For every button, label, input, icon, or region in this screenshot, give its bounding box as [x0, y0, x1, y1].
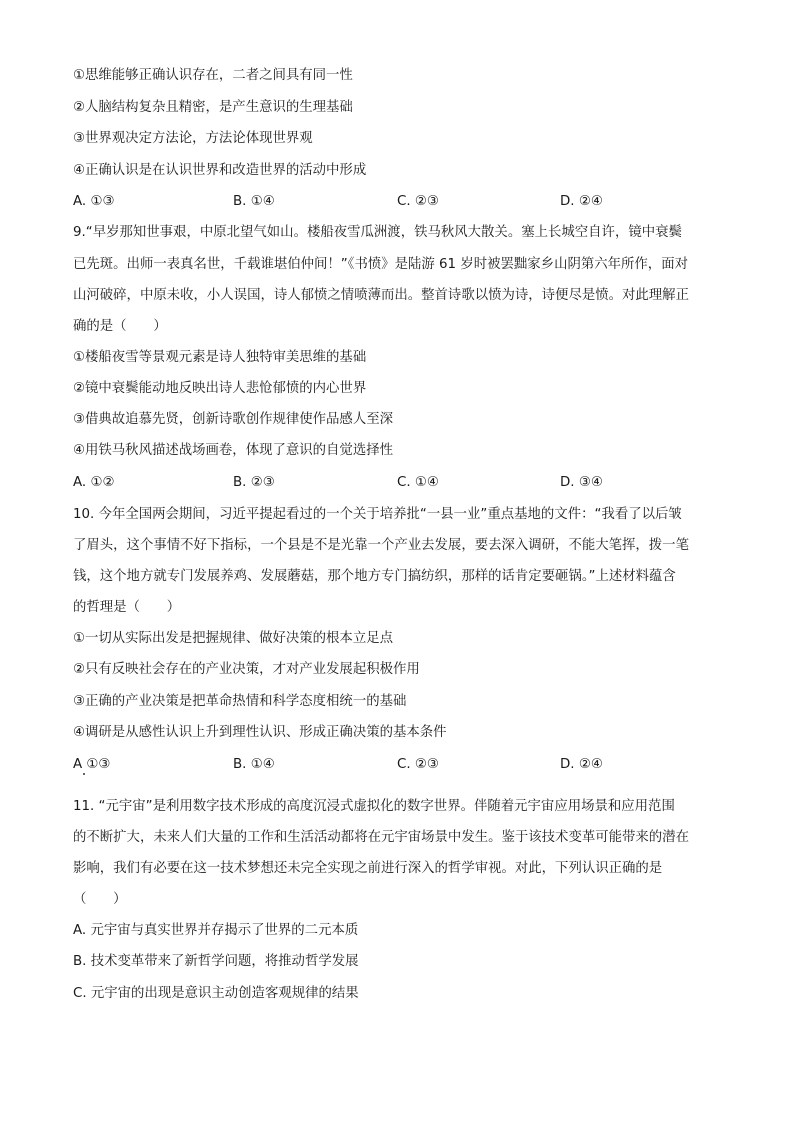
q10-stem-line-3: 钱，这个地方就专门发展养鸡、发展蘑菇，那个地方专门搞纺织，那样的话肯定要砸锅。”上述材料蕴含	[73, 569, 676, 584]
q10-statement-4: ④调研是从感性认识上升到理性认识、形成正确决策的基本条件	[73, 725, 447, 740]
q10-statement-3: ③正确的产业决策是把革命热情和科学态度相统一的基础	[73, 694, 407, 709]
q11-stem-line-2: 的不断扩大，未来人们大量的工作和生活活动都将在元宇宙场景中发生。鉴于该技术变革可能带来的潜在	[73, 830, 689, 845]
stray-mark	[83, 773, 85, 775]
q9-statement-3: ③借典故追慕先贤，创新诗歌创作规律使作品感人至深	[73, 412, 393, 427]
q9-statement-2: ②镜中衰鬓能动地反映出诗人悲怆郁愤的内心世界	[73, 381, 367, 396]
q11-option-b: B. 技术变革带来了新哲学问题，将推动哲学发展	[73, 954, 359, 969]
q9-stem-line-3: 山河破碎，中原未收，小人误国，诗人郁愤之情喷薄而出。整首诗歌以愤为诗，诗便尽是愤。对此理解正	[73, 288, 689, 303]
q8-option-d: D. ②④	[560, 194, 603, 209]
q9-stem-line-2: 已先斑。出师一表真名世，千载谁堪伯仲间！”《书愤》是陆游 61 岁时被罢黜家乡山阴第六年所作，面对	[73, 257, 688, 272]
q10-statement-2: ②只有反映社会存在的产业决策，才对产业发展起积极作用	[73, 662, 420, 677]
q8-statement-2: ②人脑结构复杂且精密，是产生意识的生理基础	[73, 100, 353, 115]
q9-option-b: B. ②③	[233, 475, 275, 490]
q9-statement-4: ④用铁马秋风描述战场画卷，体现了意识的自觉选择性	[73, 443, 393, 458]
q8-statement-3: ③世界观决定方法论，方法论体现世界观	[73, 131, 313, 146]
q8-option-a: A. ①③	[73, 194, 115, 209]
q10-option-b: B. ①④	[233, 757, 275, 772]
q8-statement-4: ④正确认识是在认识世界和改造世界的活动中形成	[73, 163, 367, 178]
q8-statement-1: ①思维能够正确认识存在，二者之间具有同一性	[73, 68, 353, 83]
q8-option-b: B. ①④	[233, 194, 275, 209]
q9-stem-line-1: 9.“早岁那知世事艰，中原北望气如山。楼船夜雪瓜洲渡，铁马秋风大散关。塞上长城空自许，镜中衰鬓	[73, 225, 682, 240]
q10-stem-line-1: 10. 今年全国两会期间，习近平提起看过的一个关于培养批“一县一业”重点基地的文件：“我看了以后皱	[73, 507, 682, 522]
q9-option-a: A. ①②	[73, 475, 115, 490]
q9-option-d: D. ③④	[560, 475, 603, 490]
q11-stem-line-4: （ ）	[73, 892, 127, 907]
q10-option-d: D. ②④	[560, 757, 603, 772]
q10-stem-line-4: 的哲理是（ ）	[73, 600, 181, 615]
q11-stem-line-3: 影响，我们有必要在这一技术梦想还未完全实现之前进行深入的哲学审视。对此，下列认识正确的是	[73, 861, 663, 876]
q11-stem-line-1: 11. “元宇宙”是利用数字技术形成的高度沉浸式虚拟化的数字世界。伴随着元宇宙应用场景和应用范围	[73, 799, 675, 814]
q10-statement-1: ①一切从实际出发是把握规律、做好决策的根本立足点	[73, 631, 393, 646]
q9-statement-1: ①楼船夜雪等景观元素是诗人独特审美思维的基础	[73, 350, 367, 365]
q8-option-c: C. ②③	[397, 194, 439, 209]
q11-option-a: A. 元宇宙与真实世界并存揭示了世界的二元本质	[73, 923, 359, 938]
q10-stem-line-2: 了眉头，这个事情不好下指标，一个县是不是光靠一个产业去发展，要去深入调研，不能大笔挥，拨一笔	[73, 538, 689, 553]
q9-option-c: C. ①④	[397, 475, 439, 490]
q10-option-a: A ①③	[73, 757, 111, 772]
q9-stem-line-4: 确的是（ ）	[73, 319, 167, 334]
q10-option-c: C. ②③	[397, 757, 439, 772]
q11-option-c: C. 元宇宙的出现是意识主动创造客观规律的结果	[73, 986, 359, 1001]
